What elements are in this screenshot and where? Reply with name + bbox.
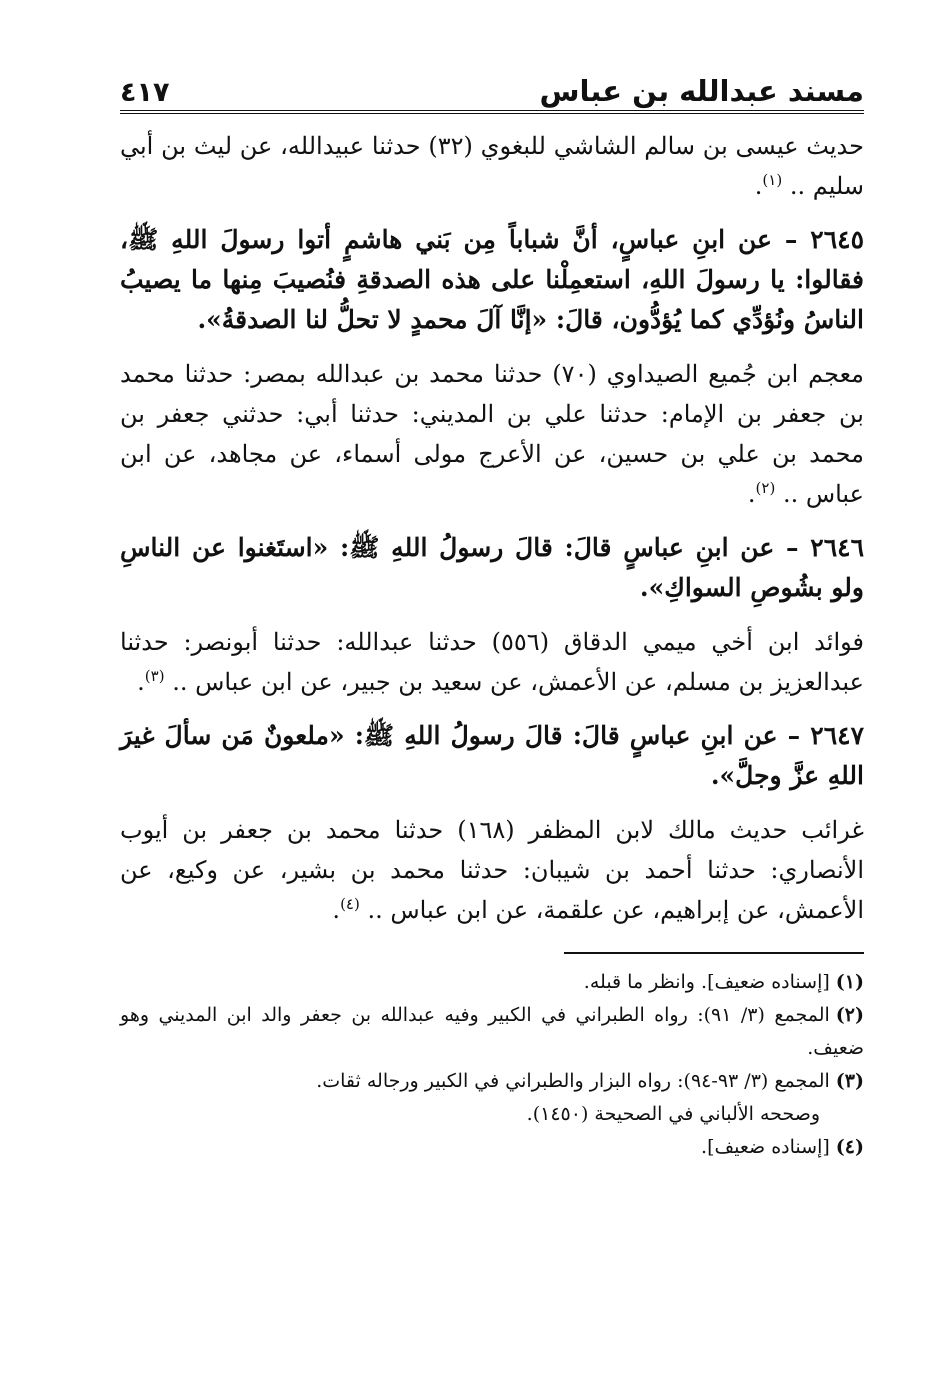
footnote-item [120, 1065, 864, 1098]
footnote-continuation [120, 1098, 864, 1131]
hadith-paragraph [120, 528, 864, 608]
source-paragraph: غرائب حديث مالك لابن المظفر (١٦٨) حدثنا محمد بن جعفر بن أيوب الأنصاري: حدثنا أحمد بن شيبان: حدثنا محمد بن بشير، عن وكيع، عن الأعمش، عن إبراهيم، عن علقمة، عن ابن عباس .. $^{(٤)}$. [120, 816, 864, 924]
source-paragraph: فوائد ابن أخي ميمي الدقاق (٥٥٦) حدثنا عبدالله: حدثنا أبونصر: حدثنا عبدالعزيز بن مسلم، عن الأعمش، عن سعيد بن جبير، عن ابن عباس .. $^{(٣)}$. [120, 628, 864, 696]
footnote-number: (٤) [835, 1136, 864, 1158]
paragraph-text: فوائد ابن أخي ميمي الدقاق (٥٥٦) حدثنا عبدالله: حدثنا أبونصر: حدثنا عبدالعزيز بن مسلم، عن الأعمش، عن سعيد بن جبير، عن ابن عباس .. [120, 628, 864, 696]
footnote-item [120, 1131, 864, 1164]
footnote-item [120, 966, 864, 999]
footnote-text: [إسناده ضعيف]. [701, 1136, 830, 1158]
page-header [120, 62, 864, 114]
footnote-number: (١) [835, 971, 864, 993]
document-page [120, 62, 864, 1164]
footnote-number: (٣) [835, 1070, 864, 1092]
footnotes [120, 966, 864, 1164]
footnote-marker: (٢) [755, 479, 776, 497]
footnote-item [120, 999, 864, 1065]
source-paragraph: حديث عيسى بن سالم الشاشي للبغوي (٣٢) حدثنا عبيدالله، عن ليث بن أبي سليم .. $^{(١)}$. [120, 132, 864, 200]
paragraph-text: ٢٦٤٧ – عن ابنِ عباسٍ قالَ: قالَ رسولُ اللهِ ﷺ: «ملعونٌ مَن سألَ غيرَ اللهِ عزَّ وجلَّ». [120, 721, 864, 790]
page-number: ٤١٧ [120, 77, 170, 108]
paragraph-text: ٢٦٤٥ – عن ابنِ عباسٍ، أنَّ شباباً مِن بَني هاشمٍ أتوا رسولَ اللهِ ﷺ، فقالوا: يا رسولَ اللهِ، استعمِلْنا على هذه الصدقةِ فنُصيبَ مِنها ما يصيبُ الناسُ ونُؤدِّي كما يُؤدُّون، قالَ: «إنَّا آلَ محمدٍ لا تحلُّ لنا الصدقةُ». [120, 225, 864, 334]
footnote-number: (٢) [835, 1004, 864, 1026]
paragraph-text: حديث عيسى بن سالم الشاشي للبغوي (٣٢) حدثنا عبيدالله، عن ليث بن أبي سليم .. [120, 132, 864, 200]
paragraph-text: معجم ابن جُميع الصيداوي (٧٠) حدثنا محمد بن عبدالله بمصر: حدثنا محمد بن جعفر بن الإمام: حدثنا علي بن المديني: حدثنا أبي: حدثني جعفر بن محمد بن علي بن حسين، عن الأعرج مولى أسماء، عن مجاهد، عن ابن عباس .. [120, 360, 865, 508]
footnote-marker: (٤) [340, 895, 360, 913]
footnote-text: وصححه الألباني في الصحيحة (١٤٥٠). [526, 1103, 820, 1125]
paragraph-text: ٢٦٤٦ – عن ابنِ عباسٍ قالَ: قالَ رسولُ اللهِ ﷺ: «استَغنوا عن الناسِ ولو بشُوصِ السواكِ». [120, 533, 864, 602]
footnote-marker: (١) [762, 171, 783, 189]
hadith-paragraph [120, 220, 864, 340]
running-title: مسند عبدالله بن عباس [539, 74, 864, 108]
footnote-separator [564, 952, 864, 954]
body-text [120, 126, 864, 930]
paragraph-text: غرائب حديث مالك لابن المظفر (١٦٨) حدثنا محمد بن جعفر بن أيوب الأنصاري: حدثنا أحمد بن شيبان: حدثنا محمد بن بشير، عن وكيع، عن الأعمش، عن إبراهيم، عن علقمة، عن ابن عباس .. [120, 816, 864, 924]
source-paragraph: معجم ابن جُميع الصيداوي (٧٠) حدثنا محمد بن عبدالله بمصر: حدثنا محمد بن جعفر بن الإمام: حدثنا علي بن المديني: حدثنا أبي: حدثني جعفر بن محمد بن علي بن حسين، عن الأعرج مولى أسماء، عن مجاهد، عن ابن عباس .. $^{(٢)}$. [120, 360, 865, 508]
footnote-text: المجمع (٣/ ٩١): رواه الطبراني في الكبير وفيه عبدالله بن جعفر والد ابن المديني وهو ضعيف. [120, 1004, 864, 1059]
hadith-paragraph [120, 716, 864, 796]
footnote-text: [إسناده ضعيف]. وانظر ما قبله. [583, 971, 830, 993]
footnote-text: المجمع (٣/ ٩٣-٩٤): رواه البزار والطبراني في الكبير ورجاله ثقات. [316, 1070, 830, 1092]
footnote-marker: (٣) [144, 667, 165, 685]
